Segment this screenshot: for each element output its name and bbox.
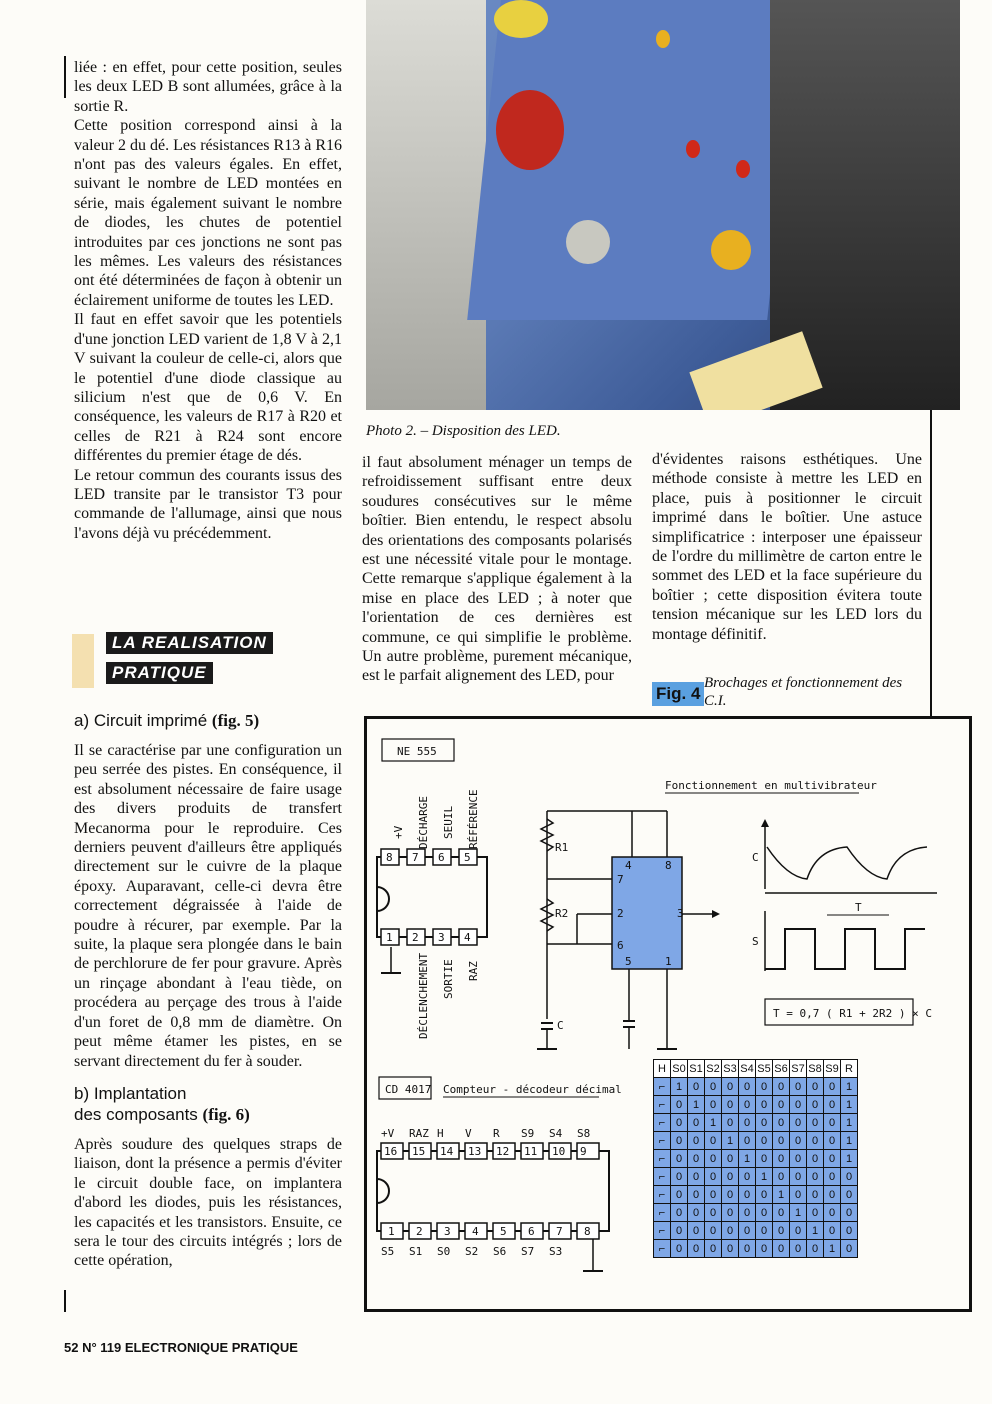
- table-cell: 0: [671, 1168, 688, 1186]
- cd-pin-label: +V: [381, 1127, 395, 1140]
- table-cell: 0: [824, 1204, 841, 1222]
- table-cell: 0: [807, 1240, 824, 1258]
- table-cell: 0: [790, 1132, 807, 1150]
- text-column-1: [74, 58, 342, 543]
- photo-caption: Photo 2. – Disposition des LED.: [366, 423, 561, 439]
- clock-edge-icon: ⌐: [654, 1114, 671, 1132]
- table-cell: 0: [722, 1096, 739, 1114]
- figure-caption: Brochages et fonctionnement des C.I.: [704, 675, 903, 709]
- ic-pin: 7: [617, 873, 624, 886]
- table-cell: 0: [722, 1114, 739, 1132]
- table-cell: 0: [824, 1078, 841, 1096]
- table-cell: 0: [790, 1222, 807, 1240]
- table-cell: 0: [756, 1150, 773, 1168]
- table-cell: 0: [807, 1132, 824, 1150]
- clock-edge-icon: ⌐: [654, 1132, 671, 1150]
- ic-pin: 8: [665, 859, 672, 872]
- table-cell: 0: [705, 1150, 722, 1168]
- table-cell: 1: [841, 1096, 858, 1114]
- table-cell: 0: [722, 1150, 739, 1168]
- table-cell: 0: [807, 1168, 824, 1186]
- cd-pin-label: S0: [437, 1245, 451, 1258]
- subheading-b: b) Implantation des composants (fig. 6): [74, 1083, 250, 1124]
- ic-pin-number: 2: [416, 1225, 423, 1238]
- table-cell: 1: [841, 1132, 858, 1150]
- table-cell: 0: [739, 1096, 756, 1114]
- section-heading-line-2: PRATIQUE: [106, 662, 213, 684]
- table-cell: 0: [705, 1186, 722, 1204]
- table-cell: 1: [790, 1204, 807, 1222]
- table-cell: 0: [739, 1168, 756, 1186]
- ne555-label: NE 555: [397, 745, 437, 758]
- ic-pin-number: 14: [440, 1145, 454, 1158]
- paragraph: Le retour commun des courants issus des LED transite par le transistor T3 pour commande de l'allumage, ainsi que nous l'avons déjà vu précédemment.: [74, 466, 342, 542]
- table-cell: 0: [671, 1240, 688, 1258]
- table-cell: 1: [773, 1186, 790, 1204]
- table-cell: 0: [824, 1132, 841, 1150]
- table-cell: 0: [841, 1204, 858, 1222]
- table-cell: 0: [671, 1114, 688, 1132]
- multivib-title: Fonctionnement en multivibrateur: [665, 779, 877, 792]
- table-header-cell: S3: [722, 1060, 739, 1078]
- table-cell: 1: [824, 1240, 841, 1258]
- table-cell: 0: [722, 1204, 739, 1222]
- table-header-cell: S9: [824, 1060, 841, 1078]
- table-row: [654, 1186, 858, 1204]
- table-header-cell: R: [841, 1060, 858, 1078]
- ic-pin: 1: [665, 955, 672, 968]
- table-cell: 0: [807, 1186, 824, 1204]
- subheading-a: a) Circuit imprimé (fig. 5): [74, 711, 260, 730]
- table-cell: 0: [705, 1240, 722, 1258]
- table-cell: 0: [773, 1114, 790, 1132]
- clock-edge-icon: ⌐: [654, 1186, 671, 1204]
- column-rule: [64, 56, 66, 98]
- pin-label: SORTIE: [442, 959, 455, 999]
- table-cell: 0: [722, 1078, 739, 1096]
- table-cell: 0: [705, 1204, 722, 1222]
- clock-edge-icon: ⌐: [654, 1240, 671, 1258]
- table-cell: 0: [756, 1240, 773, 1258]
- cd-pin-label: V: [465, 1127, 472, 1140]
- period-label: T: [855, 901, 862, 914]
- table-cell: 0: [739, 1186, 756, 1204]
- clock-edge-icon: ⌐: [654, 1222, 671, 1240]
- table-cell: 0: [739, 1204, 756, 1222]
- table-cell: 0: [807, 1114, 824, 1132]
- table-cell: 0: [688, 1240, 705, 1258]
- table-header-cell: S1: [688, 1060, 705, 1078]
- table-cell: 0: [756, 1204, 773, 1222]
- ic-pin-number: 2: [412, 931, 419, 944]
- table-cell: 0: [807, 1204, 824, 1222]
- table-cell: 0: [773, 1150, 790, 1168]
- cd-pin-label: S2: [465, 1245, 479, 1258]
- cd-pin-label: S3: [549, 1245, 563, 1258]
- page-footer: 52 N° 119 ELECTRONIQUE PRATIQUE: [64, 1340, 298, 1355]
- table-cell: 0: [824, 1114, 841, 1132]
- pin-label: RAZ: [467, 961, 480, 981]
- text-column-1b: [74, 710, 342, 1271]
- table-cell: 0: [671, 1132, 688, 1150]
- table-header-cell: S0: [671, 1060, 688, 1078]
- table-header-cell: S8: [807, 1060, 824, 1078]
- ic-pin-number: 4: [464, 931, 471, 944]
- pin-label: +V: [392, 825, 405, 839]
- cd-pin-label: S6: [493, 1245, 507, 1258]
- table-cell: 0: [756, 1096, 773, 1114]
- cd-pin-label: S1: [409, 1245, 423, 1258]
- cd-pin-label: S8: [577, 1127, 591, 1140]
- table-header-cell: S4: [739, 1060, 756, 1078]
- table-cell: 0: [807, 1150, 824, 1168]
- table-cell: 0: [773, 1168, 790, 1186]
- cd4017-label: CD 4017: [385, 1083, 432, 1096]
- table-cell: 0: [773, 1240, 790, 1258]
- table-cell: 0: [773, 1078, 790, 1096]
- table-cell: 1: [841, 1078, 858, 1096]
- ic-pin-number: 5: [500, 1225, 507, 1238]
- section-heading-line-1: LA REALISATION: [106, 632, 273, 654]
- table-cell: 1: [841, 1150, 858, 1168]
- table-cell: 0: [824, 1096, 841, 1114]
- ic-pin-number: 1: [388, 1225, 395, 1238]
- cd-pin-label: RAZ: [409, 1127, 429, 1140]
- table-cell: 1: [705, 1114, 722, 1132]
- table-cell: 0: [671, 1186, 688, 1204]
- ic-pin-number: 4: [472, 1225, 479, 1238]
- table-cell: 0: [756, 1222, 773, 1240]
- ic-pin: 6: [617, 939, 624, 952]
- table-cell: 0: [807, 1096, 824, 1114]
- table-cell: 0: [773, 1204, 790, 1222]
- ic-pin: 5: [625, 955, 632, 968]
- table-cell: 0: [688, 1204, 705, 1222]
- table-row: [654, 1096, 858, 1114]
- table-cell: 0: [841, 1186, 858, 1204]
- table-cell: 1: [688, 1096, 705, 1114]
- truth-table: [653, 1059, 858, 1258]
- ic-pin-number: 1: [386, 931, 393, 944]
- table-cell: 0: [739, 1240, 756, 1258]
- ic-pin-number: 3: [438, 931, 445, 944]
- ic-pin-number: 15: [412, 1145, 426, 1158]
- table-row: [654, 1168, 858, 1186]
- cd-pin-label: H: [437, 1127, 444, 1140]
- table-cell: 0: [688, 1078, 705, 1096]
- figure-4: [364, 716, 972, 1312]
- ic-pin-number: 6: [438, 851, 445, 864]
- table-row: [654, 1240, 858, 1258]
- table-row: [654, 1204, 858, 1222]
- table-cell: 0: [773, 1222, 790, 1240]
- table-cell: 0: [688, 1168, 705, 1186]
- table-cell: 0: [722, 1240, 739, 1258]
- table-cell: 0: [773, 1096, 790, 1114]
- ic-pin-number: 7: [556, 1225, 563, 1238]
- table-cell: 1: [671, 1078, 688, 1096]
- table-cell: 0: [722, 1168, 739, 1186]
- cd-pin-label: S5: [381, 1245, 395, 1258]
- text-column-2: [362, 453, 632, 686]
- cd-pin-label: S7: [521, 1245, 535, 1258]
- column-rule: [64, 1290, 66, 1312]
- table-cell: 0: [739, 1078, 756, 1096]
- ic-pin-number: 16: [384, 1145, 398, 1158]
- table-cell: 0: [790, 1150, 807, 1168]
- led-photo: [366, 0, 960, 410]
- table-row: [654, 1222, 858, 1240]
- ic-pin-number: 10: [552, 1145, 566, 1158]
- pin-label: SEUIL: [442, 805, 455, 839]
- table-cell: 0: [790, 1096, 807, 1114]
- table-cell: 1: [756, 1168, 773, 1186]
- paragraph: d'évidentes raisons esthétiques. Une méthode consiste à mettre les LED en place, puis à positionner le circuit imprimé dans le boîtier. Une astuce simplificatrice : interposer une épaisseur de l'ordre du millimètre de carton entre le sommet des LED et la face supérieure du boîtier ; cette disposition évitera toute tension mécanique sur les LED lors du montage définitif.: [652, 451, 922, 643]
- table-cell: 0: [705, 1132, 722, 1150]
- paragraph: Après soudure des quelques straps de liaison, dont la présence a permis d'éviter le circuit double face, on implantera d'abord les diodes, puis les résistances, les capacités et les transistors. Ensuite, ce sera le tour des circuits intégrés ; lors de cette opération,: [74, 1135, 342, 1270]
- table-cell: 0: [722, 1186, 739, 1204]
- table-row: [654, 1114, 858, 1132]
- ic-pin-number: 6: [528, 1225, 535, 1238]
- table-cell: 0: [739, 1132, 756, 1150]
- table-cell: 0: [824, 1150, 841, 1168]
- table-cell: 0: [756, 1132, 773, 1150]
- paragraph: il faut absolument ménager un temps de refroidissement suffisant entre deux soudures consécutives sur le même boîtier. Bien entendu, le respect absolu des orientations des composants polarisés est une nécessité vitale pour le montage. Cette remarque s'applique également à la mise en place des LED ; à noter que l'orientation de ces dernières est commune, ce qui simplifie le problème. Un autre problème, purement mécanique, est le parfait alignement des LED, pour: [362, 454, 632, 685]
- table-cell: 0: [790, 1078, 807, 1096]
- table-cell: 0: [688, 1186, 705, 1204]
- r1-label: R1: [555, 841, 569, 854]
- table-cell: 0: [756, 1114, 773, 1132]
- ic-pin: 2: [617, 907, 624, 920]
- formula: T = 0,7 ( R1 + 2R2 ) × C: [773, 1007, 932, 1020]
- clock-edge-icon: ⌐: [654, 1168, 671, 1186]
- ic-pin-number: 5: [464, 851, 471, 864]
- table-cell: 0: [688, 1114, 705, 1132]
- table-cell: 0: [739, 1222, 756, 1240]
- paragraph: Il se caractérise par une configuration un peu serrée des pistes. En conséquence, il est absolument nécessaire de faire usage des divers produits de transfert Mecanorma pour le reproduire. Ces derniers peuvent d'ailleurs être appliqués directement sur le cuivre de la plaque époxy. Auparavant, celle-ci devra être correctement dégraissée à l'aide de poudre à récurer, par exemple. Par la suite, la plaque sera plongée dans le bain de perchlorure de fer pour gravure. Après un rinçage abondant à l'eau tiède, on procédera au perçage des trous à l'aide d'un foret de 0,8 mm de diamètre. On peut même étamer les pistes, en se servant directement du fer à souder.: [74, 742, 342, 1070]
- cd4017-title: Compteur - décodeur décimal: [443, 1083, 622, 1096]
- cd-pin-label: S9: [521, 1127, 535, 1140]
- table-cell: 0: [756, 1078, 773, 1096]
- table-cell: 0: [705, 1168, 722, 1186]
- ic-pin-number: 12: [496, 1145, 510, 1158]
- ic-pin-number: 3: [444, 1225, 451, 1238]
- s-trace-label: S: [752, 935, 759, 948]
- ic-pin-number: 13: [468, 1145, 482, 1158]
- table-cell: 0: [671, 1096, 688, 1114]
- table-cell: 0: [756, 1186, 773, 1204]
- table-cell: 0: [705, 1222, 722, 1240]
- table-cell: 0: [722, 1222, 739, 1240]
- table-cell: 0: [824, 1168, 841, 1186]
- table-cell: 0: [824, 1222, 841, 1240]
- table-cell: 0: [773, 1132, 790, 1150]
- table-header-cell: S6: [773, 1060, 790, 1078]
- cd-pin-label: R: [493, 1127, 500, 1140]
- table-cell: 0: [790, 1168, 807, 1186]
- table-cell: 0: [671, 1222, 688, 1240]
- table-cell: 0: [671, 1204, 688, 1222]
- ic-pin-number: 11: [524, 1145, 538, 1158]
- table-cell: 1: [841, 1114, 858, 1132]
- section-marker: [72, 634, 94, 688]
- table-cell: 0: [841, 1168, 858, 1186]
- table-cell: 0: [790, 1240, 807, 1258]
- table-cell: 0: [739, 1114, 756, 1132]
- table-cell: 0: [705, 1096, 722, 1114]
- table-cell: 0: [671, 1150, 688, 1168]
- text-column-3: [652, 450, 922, 644]
- table-cell: 0: [841, 1222, 858, 1240]
- table-cell: 0: [688, 1150, 705, 1168]
- table-cell: 1: [807, 1222, 824, 1240]
- table-cell: 0: [790, 1114, 807, 1132]
- ic-pin-number: 8: [584, 1225, 591, 1238]
- clock-edge-icon: ⌐: [654, 1096, 671, 1114]
- c-trace-label: C: [752, 851, 759, 864]
- table-header-cell: H: [654, 1060, 671, 1078]
- clock-edge-icon: ⌐: [654, 1078, 671, 1096]
- pin-label: DÉCHARGE: [417, 796, 430, 849]
- table-cell: 1: [739, 1150, 756, 1168]
- ic-pin: 3: [677, 907, 684, 920]
- paragraph: Il faut en effet savoir que les potentiels d'une jonction LED varient de 1,8 V à 2,1 V suivant la couleur de celle-ci, alors que le potentiel d'une diode classique au silicium n'est que de 0,6 V. En conséquence, les valeurs de R17 à R20 et celles de R21 à R24 sont encore différentes du premier étage de dés.: [74, 311, 342, 465]
- table-header-cell: S2: [705, 1060, 722, 1078]
- paragraph: liée : en effet, pour cette position, seules les deux LED B sont allumées, grâce à la sortie R.: [74, 59, 342, 115]
- pin-label: RÉFÉRENCE: [467, 789, 480, 849]
- pin-label: DÉCLENCHEMENT: [417, 952, 430, 1039]
- table-cell: 0: [705, 1078, 722, 1096]
- clock-edge-icon: ⌐: [654, 1204, 671, 1222]
- column-rule: [930, 410, 932, 716]
- table-cell: 1: [722, 1132, 739, 1150]
- table-row: [654, 1078, 858, 1096]
- ic-pin-number: 9: [580, 1145, 587, 1158]
- ic-pin: 4: [625, 859, 632, 872]
- table-row: [654, 1132, 858, 1150]
- table-row: [654, 1150, 858, 1168]
- table-cell: 0: [790, 1186, 807, 1204]
- table-cell: 0: [824, 1186, 841, 1204]
- r2-label: R2: [555, 907, 569, 920]
- figure-label: Fig. 4: [652, 682, 704, 706]
- paragraph: Cette position correspond ainsi à la valeur 2 du dé. Les résistances R13 à R16 n'ont pas des valeurs égales. En effet, suivant le nombre de LED montées en série, mais également suivant le nombre de diodes, les chutes de potentiel introduites par ces jonctions ne sont pas les mêmes. Les valeurs des résistances ont été déterminées de façon à obtenir un éclairement uniforme de toutes les LED.: [74, 117, 342, 309]
- table-cell: 0: [807, 1078, 824, 1096]
- table-cell: 0: [688, 1222, 705, 1240]
- ic-pin-number: 7: [412, 851, 419, 864]
- table-header-cell: S5: [756, 1060, 773, 1078]
- c-label: C: [557, 1019, 564, 1032]
- table-header-cell: S7: [790, 1060, 807, 1078]
- clock-edge-icon: ⌐: [654, 1150, 671, 1168]
- table-cell: 0: [688, 1132, 705, 1150]
- cd-pin-label: S4: [549, 1127, 563, 1140]
- ic-pin-number: 8: [386, 851, 393, 864]
- table-cell: 0: [841, 1240, 858, 1258]
